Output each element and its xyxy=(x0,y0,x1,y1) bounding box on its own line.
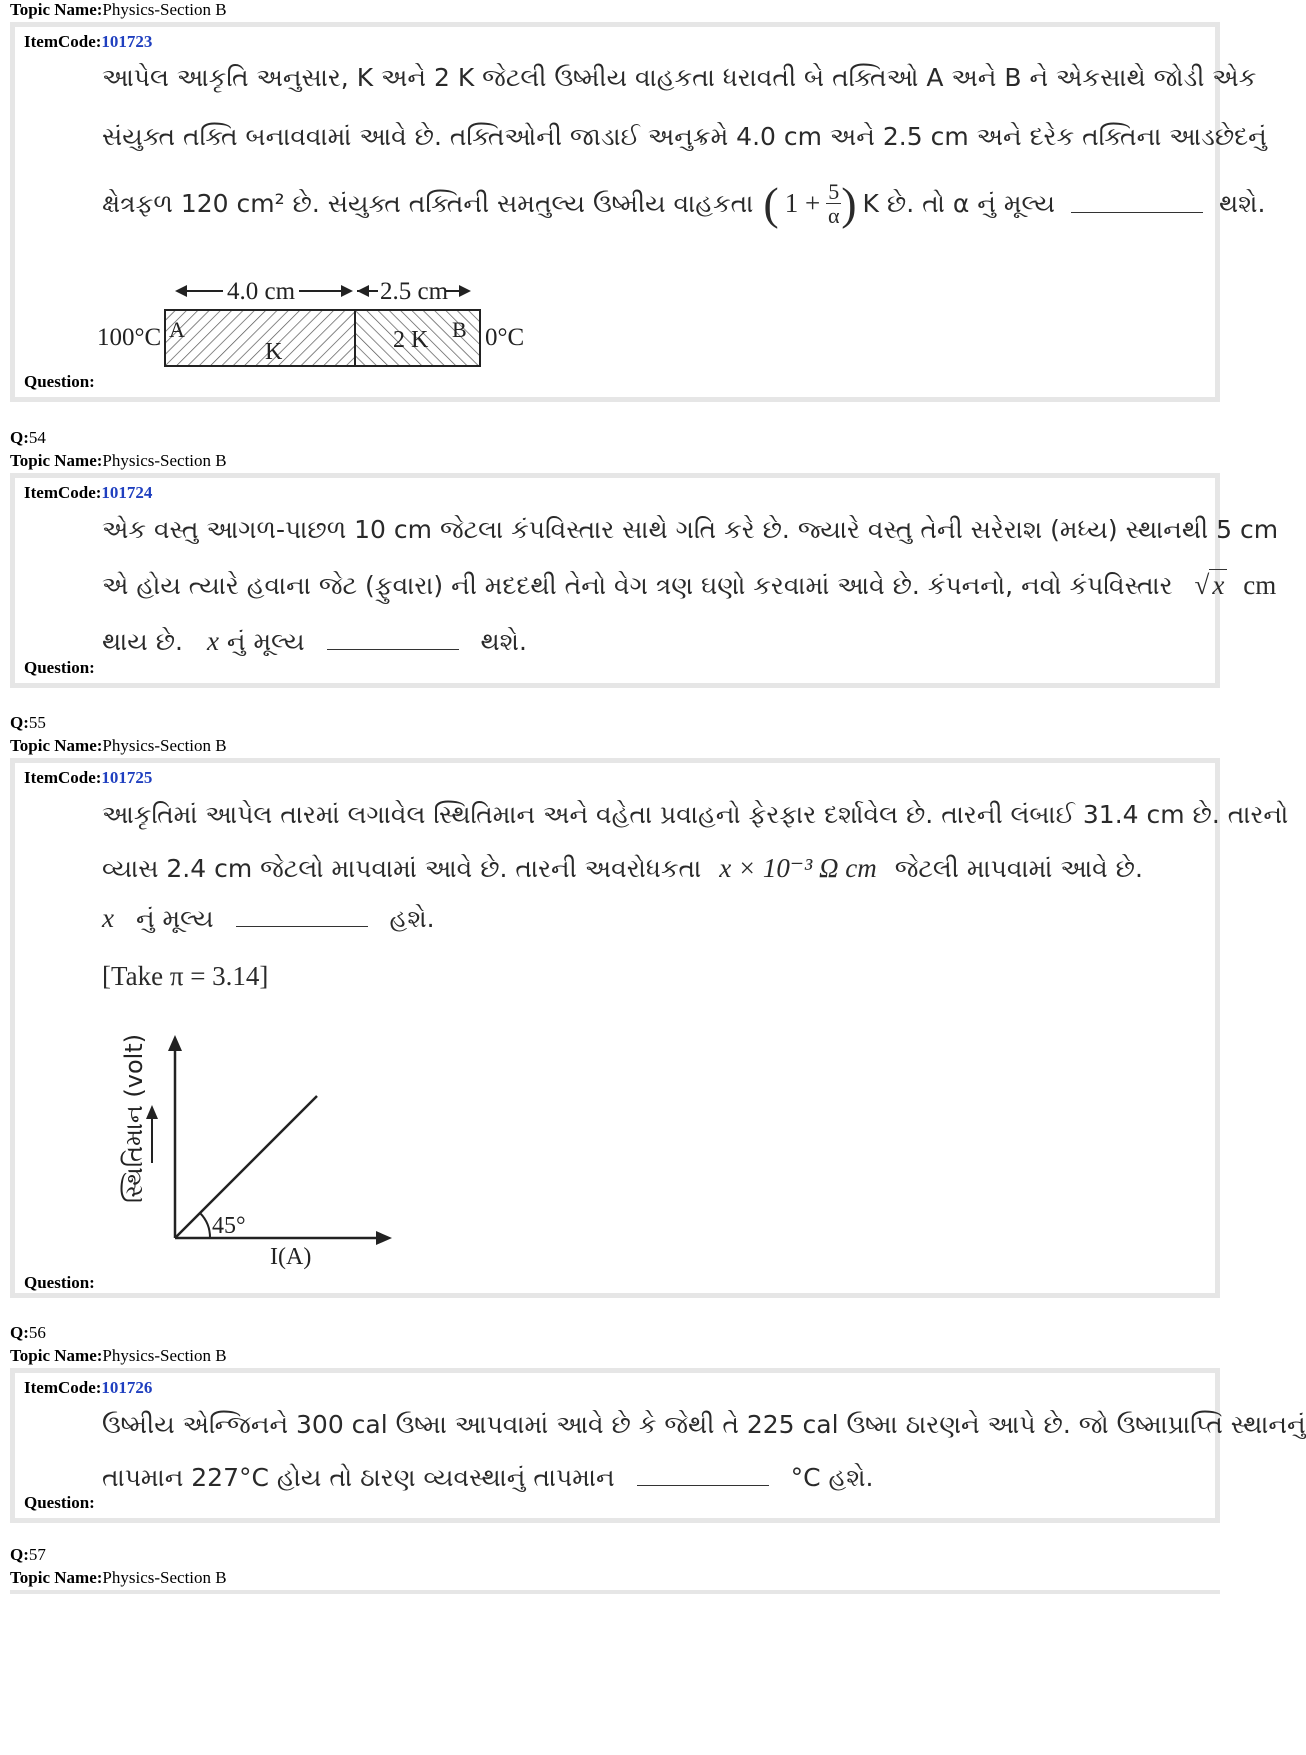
fraction: $\frac{5}{\alpha}$ xyxy=(827,178,840,228)
question-box xyxy=(10,758,1289,1298)
angle-arc xyxy=(200,1213,210,1238)
question-text-line: એક વસ્તુ આગળ-પાછળ 10 cm જેટલા કંપવિસ્તાર સાથે ગતિ કરે છે. જ્યારે વસ્તુ તેની સરેરાશ (મધ્ય) સ્થાનથી 5 cm xyxy=(102,515,1279,544)
topic-line: Topic Name:Physics-Section B xyxy=(10,451,227,470)
x-axis-label: I(A) xyxy=(270,1244,312,1270)
y-axis-arrow xyxy=(168,1035,182,1051)
question-number: Q:56 xyxy=(10,1323,46,1342)
slab-b-label: B xyxy=(452,317,467,342)
length-b-label: 2.5 cm xyxy=(380,278,449,305)
voltage-current-graph xyxy=(110,1023,410,1270)
length-a-label: 4.0 cm xyxy=(227,278,296,305)
answer-blank xyxy=(1071,194,1203,213)
answer-blank xyxy=(236,908,368,927)
question-text-line: ક્ષેત્રફળ 120 cm² છે. સંયુક્ત તક્તિની સમતુલ્ય ઉષ્મીય વાહકતા ( 1 + $\frac{5}{\alpha}$ ) K છે. તો α નું મૂલ્ય થશે. xyxy=(102,178,1266,229)
arrowhead xyxy=(175,285,187,297)
question-text-line: આકૃતિમાં આપેલ તારમાં લગાવેલ સ્થિતિમાન અને વહેતા પ્રવાહનો ફેરફાર દર્શાવેલ છે. તારની લંબાઈ 31.4 cm છે. તારનો xyxy=(102,800,1289,829)
item-code: ItemCode:101725 xyxy=(24,768,153,787)
question-text-line: x નું મૂલ્ય હશે. xyxy=(102,903,435,933)
question-label: Question: xyxy=(24,372,95,391)
question-text-line: વ્યાસ 2.4 cm જેટલો માપવામાં આવે છે. તારની અવરોધકતા x × 10⁻³ Ω cm જેટલી માપવામાં આવે છે. xyxy=(102,853,1143,883)
slab-figure xyxy=(95,277,565,402)
slab-a xyxy=(165,310,355,366)
question-label: Question: xyxy=(24,1273,95,1292)
item-code: ItemCode:101723 xyxy=(24,32,153,51)
question-number: Q:54 xyxy=(10,428,46,447)
answer-blank xyxy=(327,631,459,650)
angle-label: 45° xyxy=(212,1213,246,1239)
x-axis-arrow xyxy=(376,1231,392,1245)
question-box xyxy=(10,473,1279,688)
conductivity-a: K xyxy=(265,339,283,365)
question-text-line: તાપમાન 227°C હોય તો ઠારણ વ્યવસ્થાનું તાપમાન °C હશે. xyxy=(102,1463,874,1492)
question-number: Q:55 xyxy=(10,713,46,732)
divider xyxy=(10,1590,1220,1594)
slab-a-label: A xyxy=(169,317,185,342)
temp-right: 0°C xyxy=(485,324,525,351)
topic-line: Topic Name:Physics-Section B xyxy=(10,0,227,19)
vi-line xyxy=(175,1096,317,1238)
item-code: ItemCode:101726 xyxy=(24,1378,153,1397)
question-text-line: એ હોય ત્યારે હવાના જેટ (ફુવારા) ની મદદથી તેનો વેગ ત્રણ ઘણો કરવામાં આવે છે. કંપનનો, નવો કંપવિસ્તાર √ x cm xyxy=(102,570,1277,600)
question-box xyxy=(10,1368,1306,1523)
answer-blank xyxy=(637,1467,769,1486)
arrowhead xyxy=(341,285,353,297)
question-label: Question: xyxy=(24,1493,95,1512)
topic-line: Topic Name:Physics-Section B xyxy=(10,1346,227,1365)
question-text-line: સંયુક્ત તક્તિ બનાવવામાં આવે છે. તક્તિઓની જાડાઈ અનુક્રમે 4.0 cm અને 2.5 cm અને દરેક તક્તિના આડછેદનું xyxy=(102,122,1267,151)
arrowhead xyxy=(459,285,471,297)
question-label: Question: xyxy=(24,658,95,677)
question-text-line: ઉષ્મીય એન્જિનને 300 cal ઉષ્મા આપવામાં આવે છે કે જેથી તે 225 cal ઉષ્મા ઠારણને આપે છે. જો ઉષ્માપ્રાપ્તિ સ્થાનનું xyxy=(102,1410,1306,1439)
y-axis-label: સ્થિતિમાન (volt) xyxy=(120,1033,148,1203)
item-code: ItemCode:101724 xyxy=(24,483,153,502)
question-number: Q:57 xyxy=(10,1545,46,1564)
question-text-line: આપેલ આકૃતિ અનુસાર, K અને 2 K જેટલી ઉષ્મીય વાહકતા ધરાવતી બે તક્તિઓ A અને B ને એકસાથે જોડી એક xyxy=(102,63,1257,92)
topic-line: Topic Name:Physics-Section B xyxy=(10,1568,227,1587)
take-pi-note: [Take π = 3.14] xyxy=(102,961,269,991)
temp-left: 100°C xyxy=(97,324,162,351)
conductivity-b: 2 K xyxy=(393,327,429,353)
question-box xyxy=(10,22,1267,402)
topic-line: Topic Name:Physics-Section B xyxy=(10,736,227,755)
question-text-line: થાય છે. x નું મૂલ્ય થશે. xyxy=(102,626,527,656)
